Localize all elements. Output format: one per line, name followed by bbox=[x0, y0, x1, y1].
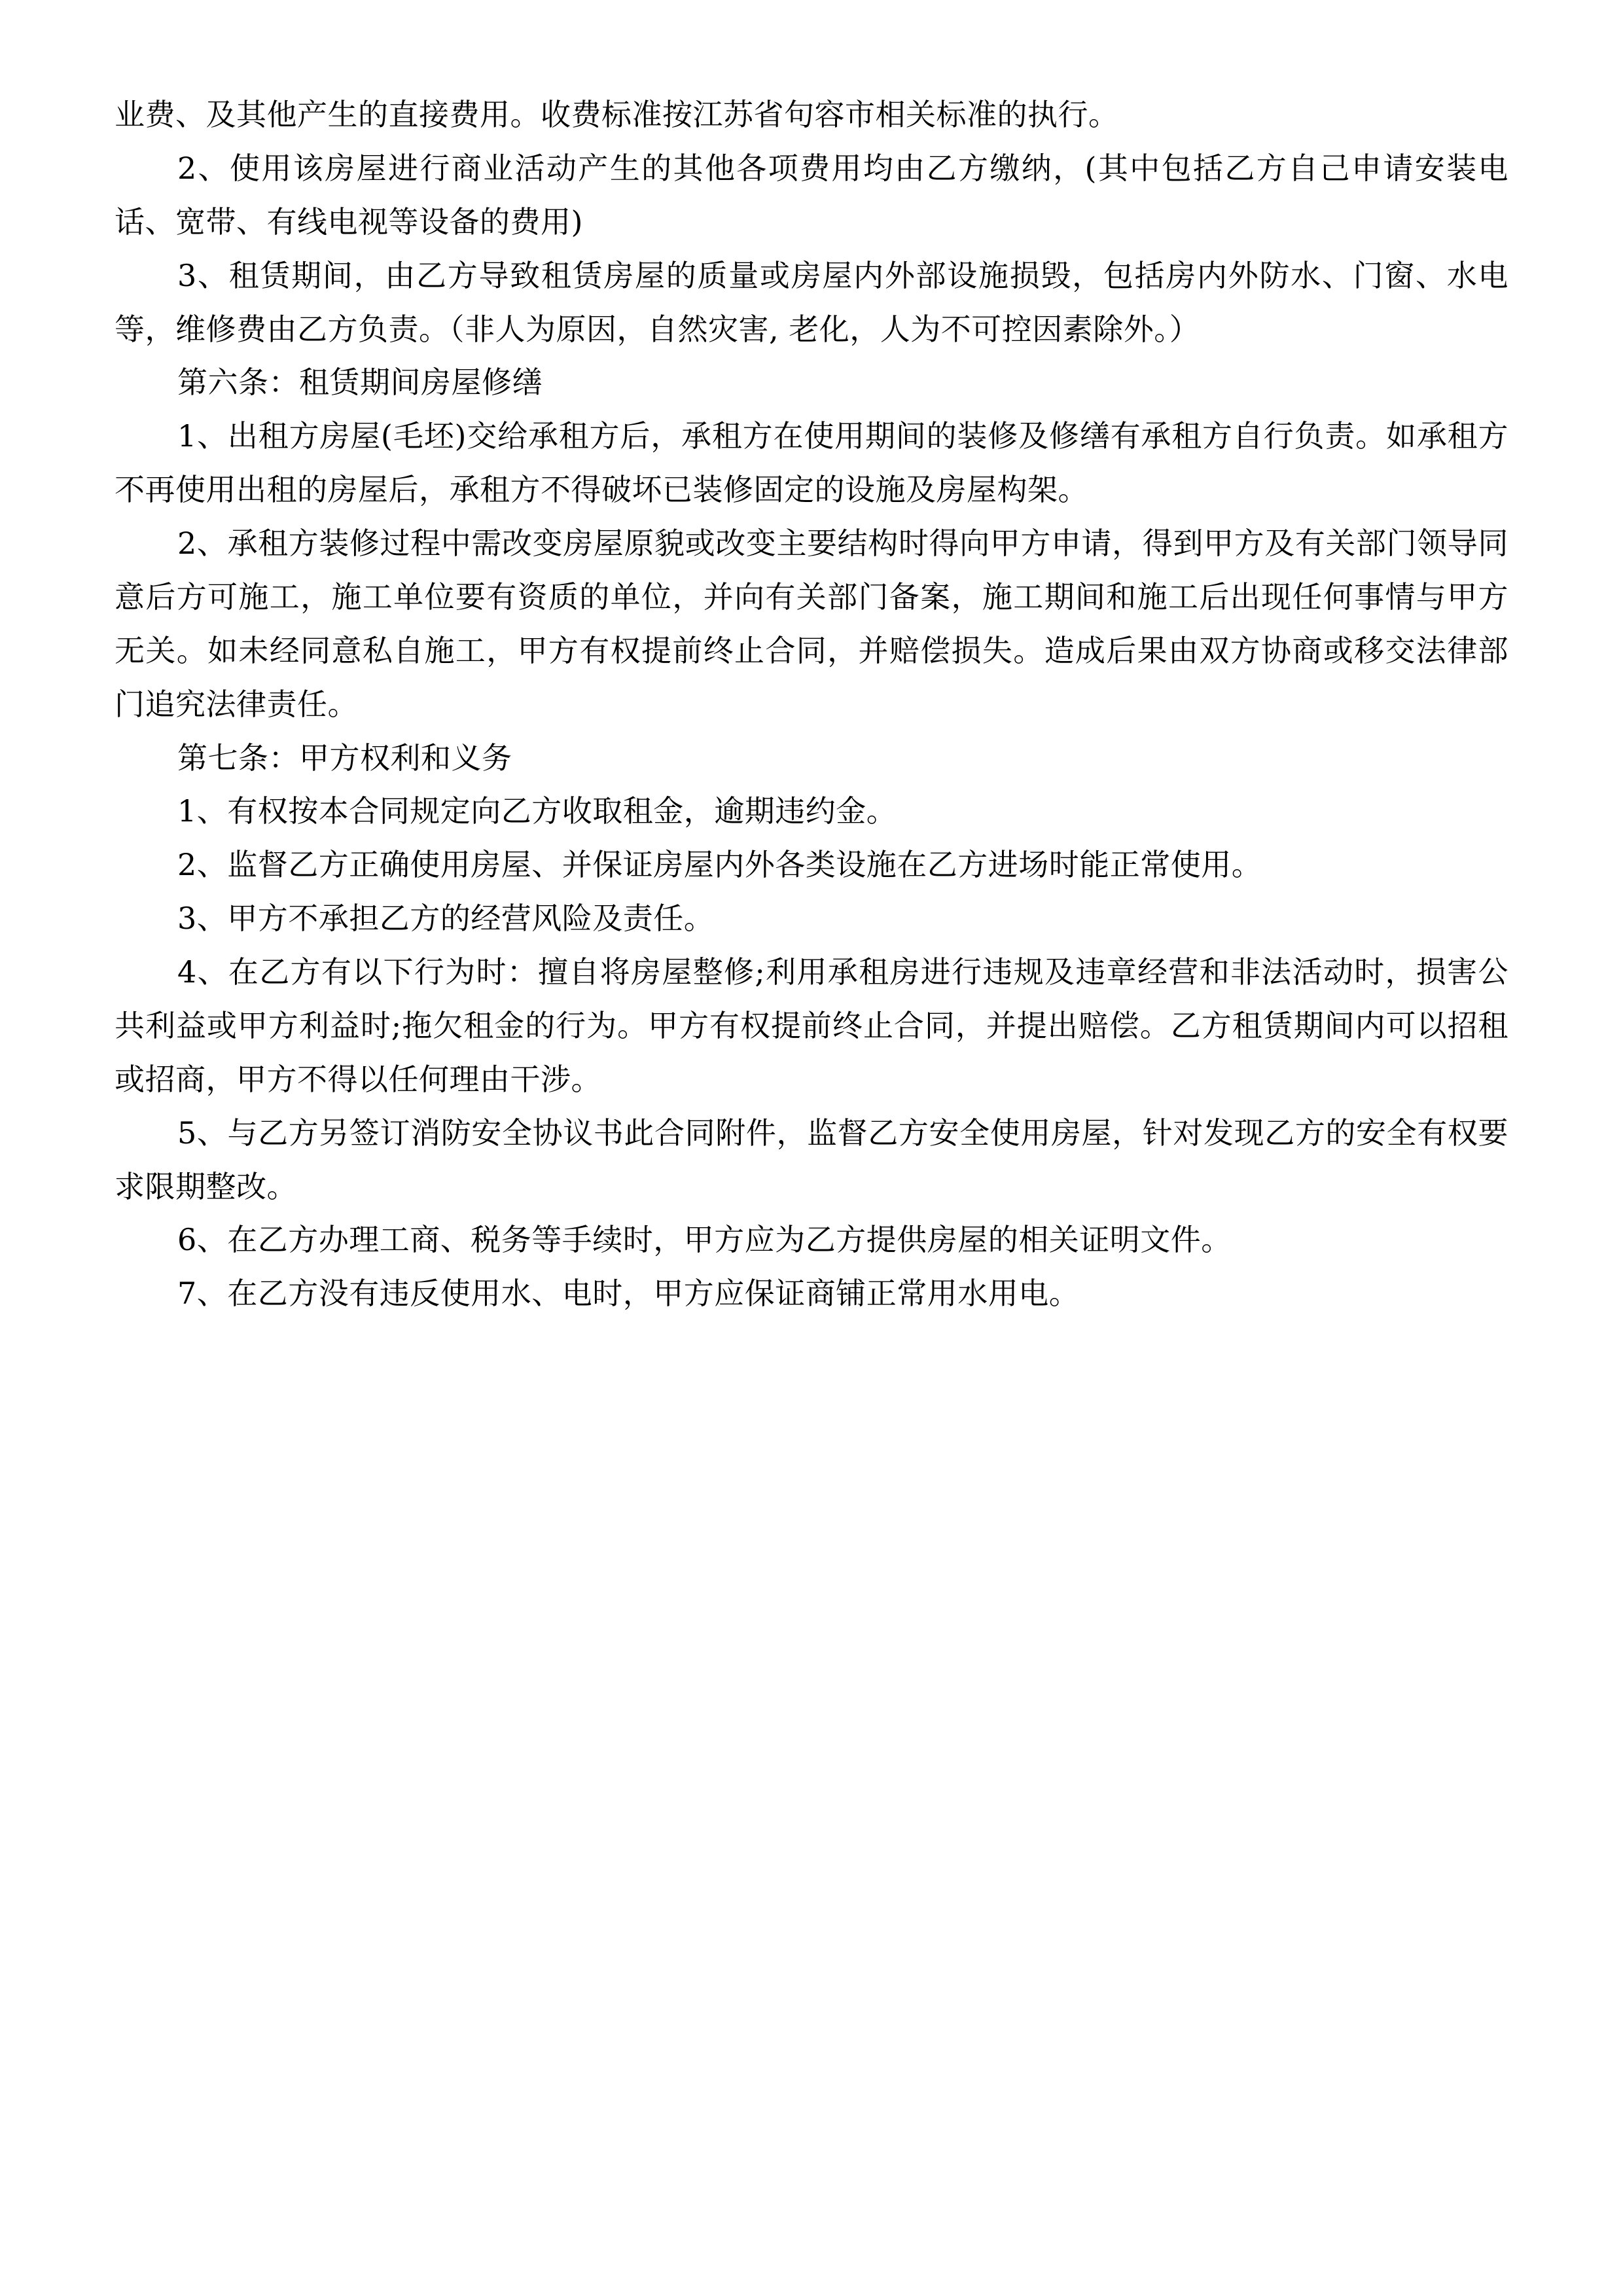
paragraph: 3、甲方不承担乙方的经营风险及责任。 bbox=[177, 901, 715, 937]
document-body bbox=[115, 88, 1508, 1321]
paragraph: 业费、及其他产生的直接费用。收费标准按江苏省句容市相关标准的执行。 bbox=[115, 97, 1119, 132]
paragraph: 1、有权按本合同规定向乙方收取租金，逾期违约金。 bbox=[177, 793, 897, 829]
paragraph: 5、与乙方另签订消防安全协议书此合同附件，监督乙方安全使用房屋，针对发现乙方的安全有权要求限期整改。 bbox=[115, 1115, 1508, 1204]
paragraph: 2、使用该房屋进行商业活动产生的其他各项费用均由乙方缴纳，(其中包括乙方自己申请安装电话、宽带、有线电视等设备的费用) bbox=[115, 150, 1508, 240]
paragraph: 6、在乙方办理工商、税务等手续时，甲方应为乙方提供房屋的相关证明文件。 bbox=[177, 1222, 1232, 1258]
paragraph: 3、租赁期间，由乙方导致租赁房屋的质量或房屋内外部设施损毁，包括房内外防水、门窗、水电等，维修费由乙方负责。（非人为原因，自然灾害, 老化，人为不可控因素除外。） bbox=[115, 257, 1508, 347]
paragraph: 2、监督乙方正确使用房屋、并保证房屋内外各类设施在乙方进场时能正常使用。 bbox=[177, 847, 1262, 883]
paragraph: 4、在乙方有以下行为时：擅自将房屋整修;利用承租房进行违规及违章经营和非法活动时，损害公共利益或甲方利益时;拖欠租金的行为。甲方有权提前终止合同，并提出赔偿。乙方租赁期间内可以招租或招商，甲方不得以任何理由干涉。 bbox=[115, 954, 1508, 1097]
section-heading-seven: 第七条：甲方权利和义务 bbox=[177, 740, 512, 776]
paragraph: 7、在乙方没有违反使用水、电时，甲方应保证商铺正常用水用电。 bbox=[177, 1276, 1080, 1312]
section-heading-six: 第六条：租赁期间房屋修缮 bbox=[177, 365, 543, 401]
paragraph: 2、承租方装修过程中需改变房屋原貌或改变主要结构时得向甲方申请，得到甲方及有关部门领导同意后方可施工，施工单位要有资质的单位，并向有关部门备案，施工期间和施工后出现任何事情与甲方无关。如未经同意私自施工，甲方有权提前终止合同，并赔偿损失。造成后果由双方协商或移交法律部门追究法律责任。 bbox=[115, 526, 1508, 722]
paragraph: 1、出租方房屋(毛坯)交给承租方后，承租方在使用期间的装修及修缮有承租方自行负责。如承租方不再使用出租的房屋后，承租方不得破坏已装修固定的设施及房屋构架。 bbox=[115, 418, 1508, 508]
